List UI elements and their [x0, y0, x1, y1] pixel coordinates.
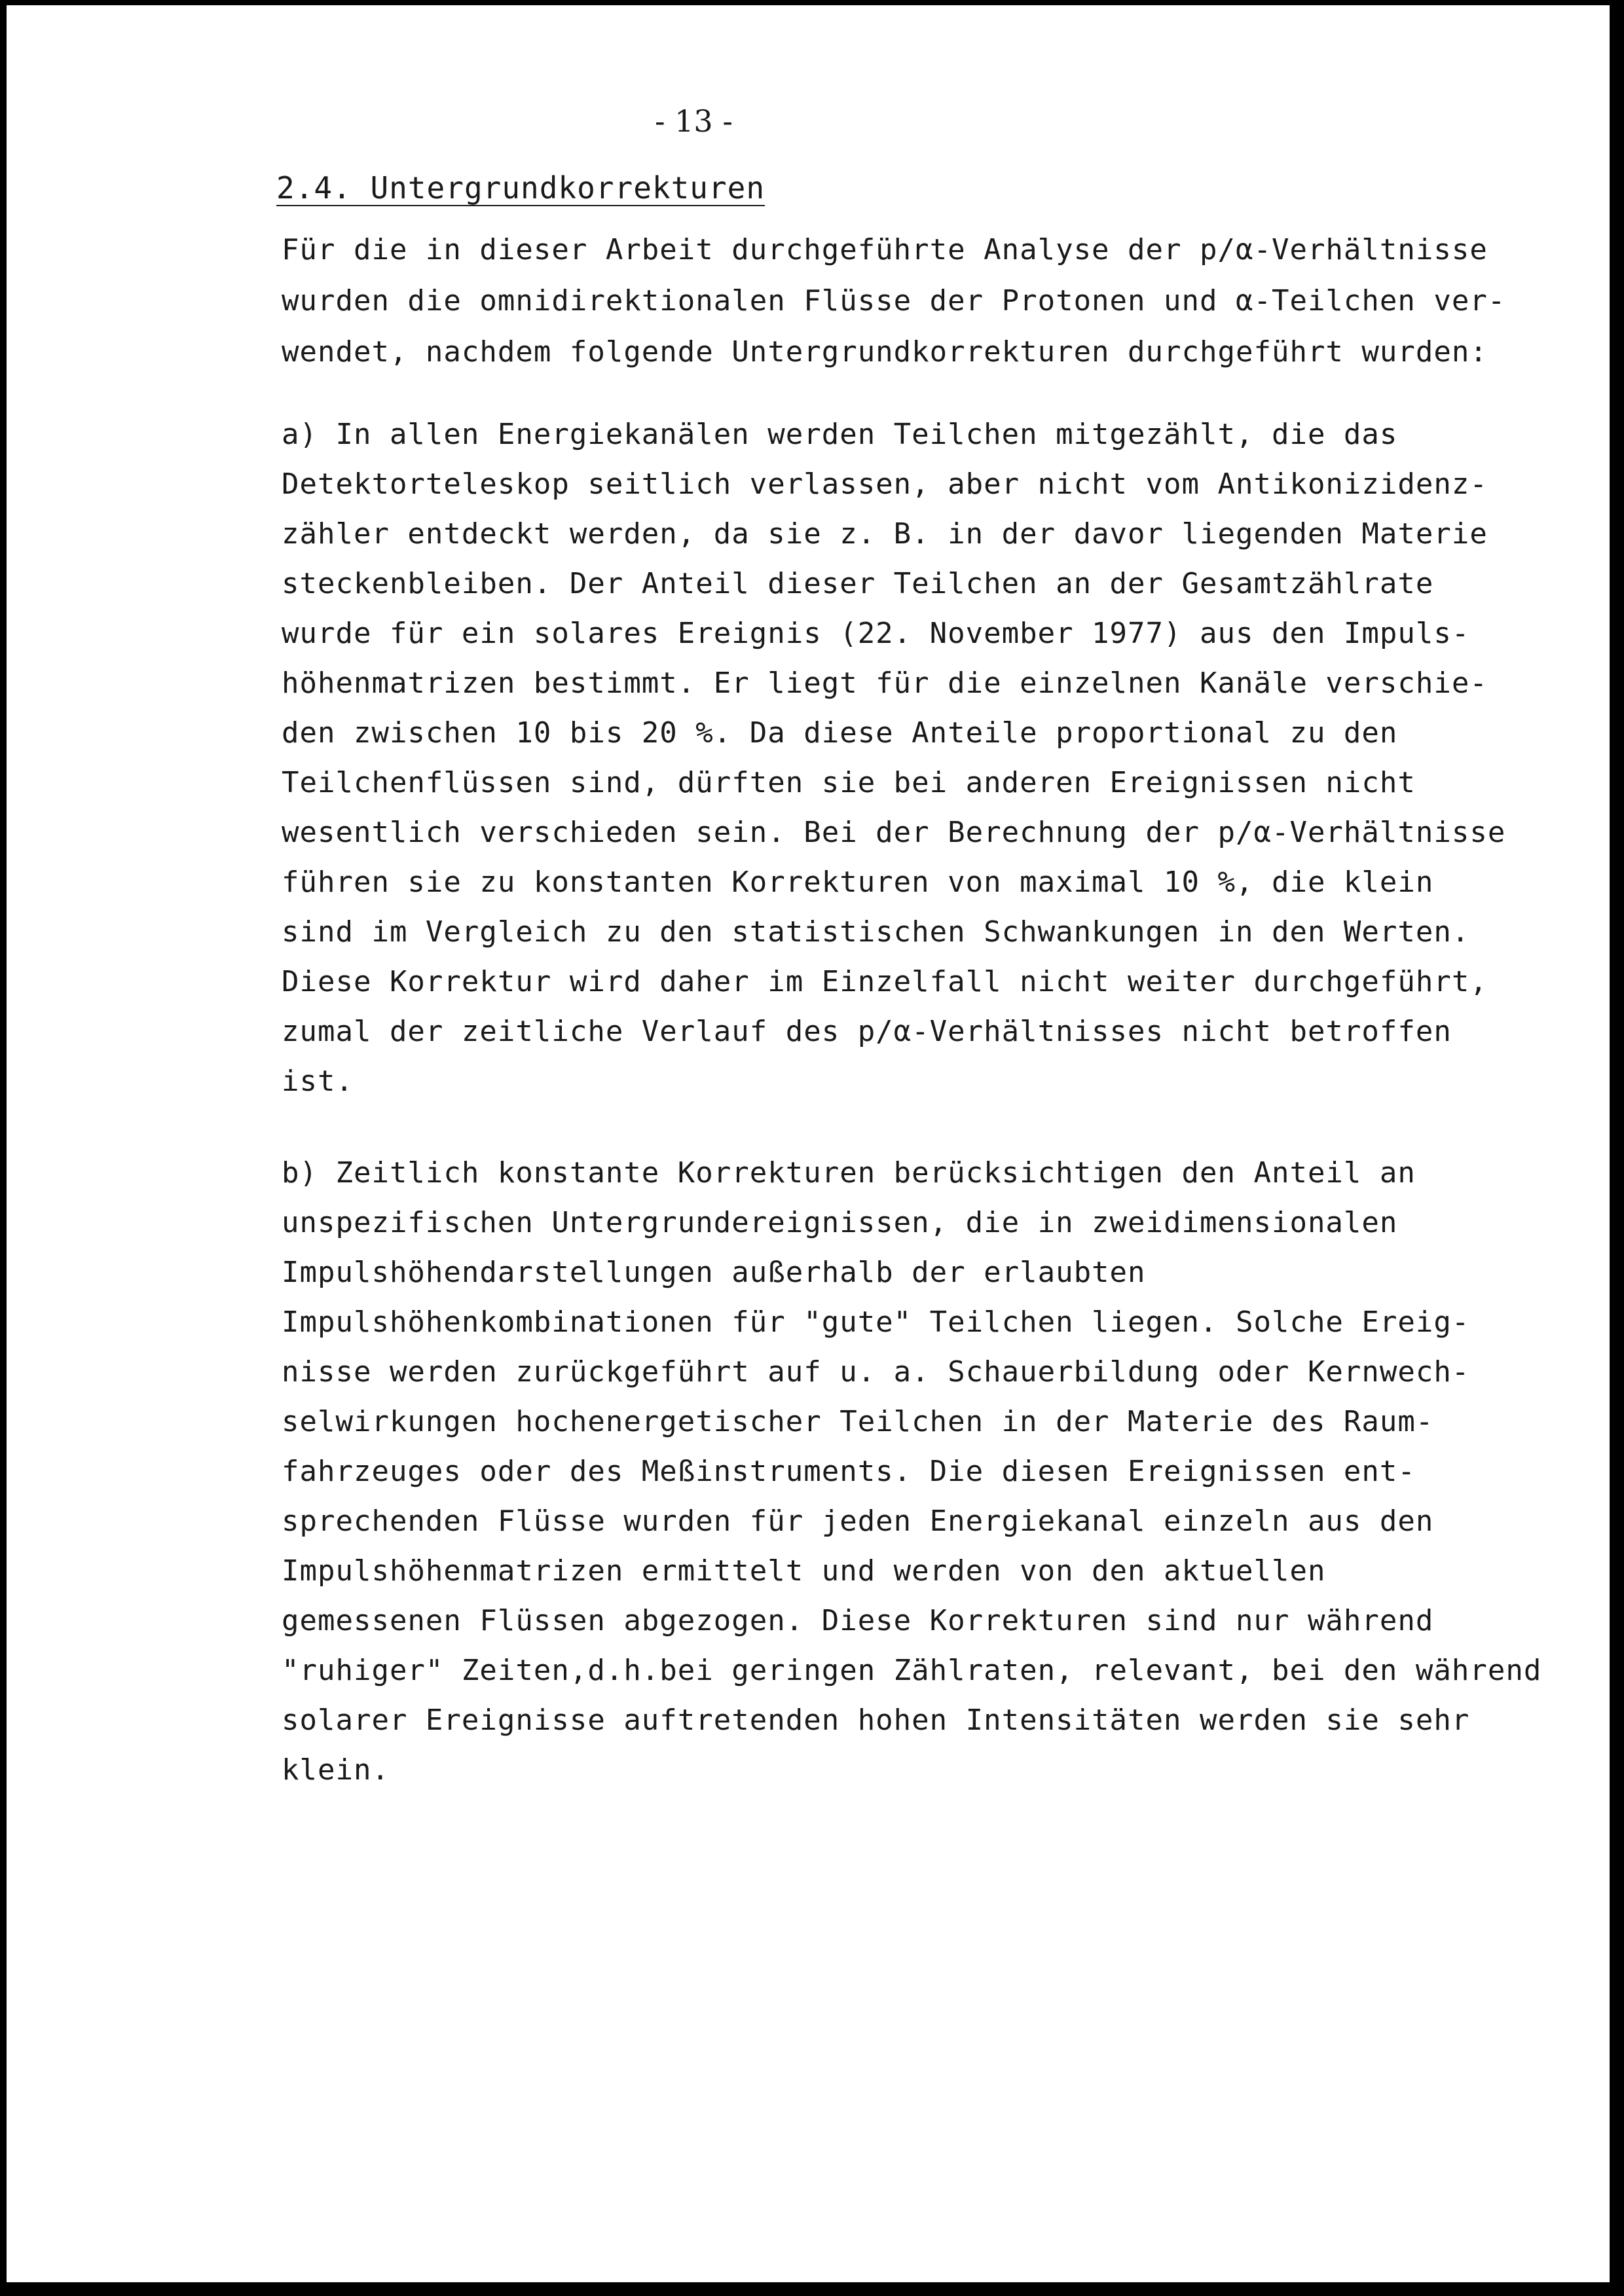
text-line: wurde für ein solares Ereignis (22. November 1977) aus den Impuls- — [282, 617, 1470, 650]
text-line: unspezifischen Untergrundereignissen, die in zweidimensionalen — [282, 1206, 1398, 1239]
text-line: a) In allen Energiekanälen werden Teilchen mitgezählt, die das — [282, 418, 1398, 451]
text-line: wendet, nachdem folgende Untergrundkorrekturen durchgeführt wurden: — [282, 335, 1488, 369]
text-line: steckenbleiben. Der Anteil dieser Teilchen an der Gesamtzählrate — [282, 567, 1434, 600]
text-line: nisse werden zurückgeführt auf u. a. Schauerbildung oder Kernwech- — [282, 1355, 1470, 1389]
text-line: gemessenen Flüssen abgezogen. Diese Korrekturen sind nur während — [282, 1604, 1434, 1637]
text-line: "ruhiger" Zeiten,d.h.bei geringen Zählraten, relevant, bei den während — [282, 1654, 1542, 1687]
text-line: höhenmatrizen bestimmt. Er liegt für die einzelnen Kanäle verschie- — [282, 666, 1488, 700]
text-line: b) Zeitlich konstante Korrekturen berücksichtigen den Anteil an — [282, 1156, 1416, 1190]
text-line: Detektorteleskop seitlich verlassen, aber nicht vom Antikonizidenz- — [282, 467, 1488, 501]
text-line: selwirkungen hochenergetischer Teilchen in der Materie des Raum- — [282, 1405, 1434, 1438]
text-line: wurden die omnidirektionalen Flüsse der Protonen und α-Teilchen ver- — [282, 284, 1506, 318]
text-line: wesentlich verschieden sein. Bei der Berechnung der p/α-Verhältnisse — [282, 816, 1506, 849]
text-line: ist. — [282, 1065, 354, 1098]
page-number: - 13 - — [655, 103, 733, 139]
text-line: Impulshöhendarstellungen außerhalb der erlaubten — [282, 1256, 1146, 1289]
text-line: sprechenden Flüsse wurden für jeden Energiekanal einzeln aus den — [282, 1504, 1434, 1538]
text-line: zumal der zeitliche Verlauf des p/α-Verhältnisses nicht betroffen — [282, 1015, 1452, 1048]
scanned-page — [7, 5, 1610, 2282]
text-line: fahrzeuges oder des Meßinstruments. Die diesen Ereignissen ent- — [282, 1455, 1416, 1488]
text-line: Diese Korrektur wird daher im Einzelfall nicht weiter durchgeführt, — [282, 965, 1488, 998]
text-line: solarer Ereignisse auftretenden hohen Intensitäten werden sie sehr — [282, 1704, 1470, 1737]
text-line: zähler entdeckt werden, da sie z. B. in der davor liegenden Materie — [282, 517, 1488, 551]
text-line: den zwischen 10 bis 20 %. Da diese Anteile proportional zu den — [282, 716, 1398, 750]
text-line: Impulshöhenkombinationen für "gute" Teilchen liegen. Solche Ereig- — [282, 1305, 1470, 1339]
text-line: sind im Vergleich zu den statistischen Schwankungen in den Werten. — [282, 915, 1470, 949]
text-line: Teilchenflüssen sind, dürften sie bei anderen Ereignissen nicht — [282, 766, 1416, 799]
text-line: Impulshöhenmatrizen ermittelt und werden von den aktuellen — [282, 1554, 1326, 1588]
section-heading: 2.4. Untergrundkorrekturen — [276, 170, 766, 206]
text-line: klein. — [282, 1753, 390, 1787]
text-line: Für die in dieser Arbeit durchgeführte Analyse der p/α-Verhältnisse — [282, 233, 1488, 266]
text-line: führen sie zu konstanten Korrekturen von maximal 10 %, die klein — [282, 866, 1434, 899]
